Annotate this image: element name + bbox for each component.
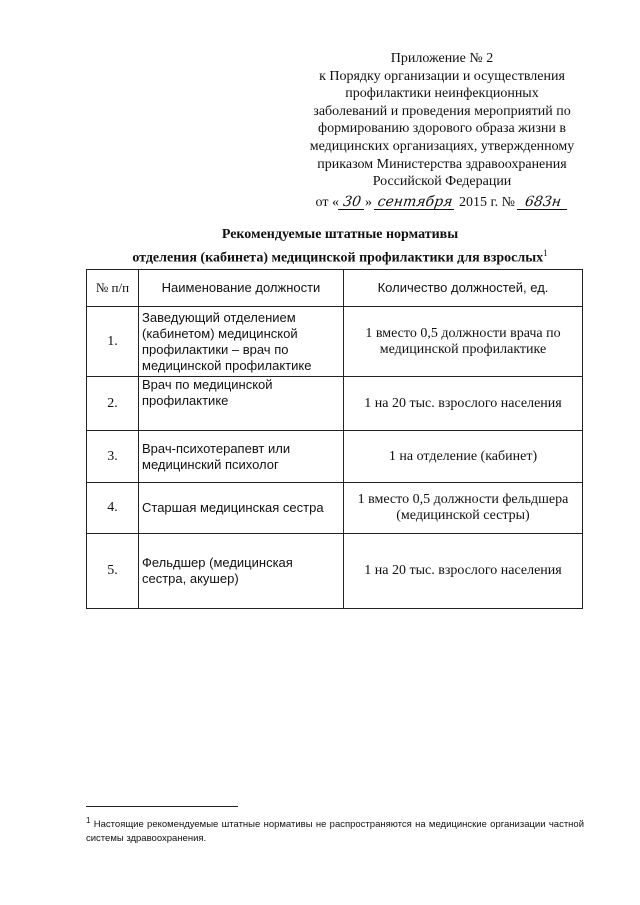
appendix-line: Российской Федерации xyxy=(372,174,512,190)
handwritten-order-number: 683н xyxy=(517,195,569,210)
date-mid: » xyxy=(364,194,372,210)
appendix-line: формированию здорового образа жизни в xyxy=(318,121,566,137)
table-header-row xyxy=(87,270,583,307)
header-position: Наименование должности xyxy=(139,270,344,307)
table-row xyxy=(87,431,583,483)
table-row xyxy=(87,307,583,377)
staffing-table xyxy=(86,269,583,609)
row-position: Старшая медицинская сестра xyxy=(139,483,344,534)
appendix-line: медицинских организациях, утвержденному xyxy=(309,138,575,154)
header-num: № п/п xyxy=(87,270,139,307)
row-quantity: 1 на отделение (кабинет) xyxy=(344,431,583,483)
document-heading xyxy=(60,226,620,268)
handwritten-day: 30 xyxy=(338,195,366,210)
appendix-line: приказом Министерства здравоохранения xyxy=(317,156,567,172)
heading-footnote-mark: 1 xyxy=(543,248,548,258)
row-quantity: 1 на 20 тыс. взрослого населения xyxy=(344,377,583,431)
appendix-line: профилактики неинфекционных xyxy=(345,86,539,102)
row-position: Врач по медицинской профилактике xyxy=(139,377,344,431)
row-quantity: 1 вместо 0,5 должности врача по медицинской профилактике xyxy=(344,307,583,377)
row-quantity: 1 вместо 0,5 должности фельдшера (медицинской сестры) xyxy=(344,483,583,534)
row-position: Заведующий отделением (кабинетом) медицинской профилактики – врач по медицинской профилактике xyxy=(139,307,344,377)
row-num: 3. xyxy=(87,431,139,483)
header-quantity: Количество должностей, ед. xyxy=(344,270,583,307)
date-prefix: от « xyxy=(315,194,339,210)
footnote-mark: 1 xyxy=(86,816,91,825)
row-num: 1. xyxy=(87,307,139,377)
handwritten-month: сентября xyxy=(374,195,456,210)
row-position: Фельдшер (медицинская сестра, акушер) xyxy=(139,534,344,609)
row-num: 2. xyxy=(87,377,139,431)
appendix-line: к Порядку организации и осуществления xyxy=(319,68,565,84)
row-position: Врач-психотерапевт или медицинский психолог xyxy=(139,431,344,483)
table-row xyxy=(87,377,583,431)
row-num: 5. xyxy=(87,534,139,609)
date-year: 2015 г. № xyxy=(458,194,515,210)
heading-line-2 xyxy=(60,244,620,268)
table-row xyxy=(87,483,583,534)
heading-line-2-text: отделения (кабинета) медицинской профилактики для взрослых xyxy=(132,250,544,266)
heading-line-1: Рекомендуемые штатные нормативы xyxy=(221,227,459,242)
row-num: 4. xyxy=(87,483,139,534)
appendix-header xyxy=(282,50,602,211)
footnote xyxy=(86,814,584,846)
footnote-text: Настоящие рекомендуемые штатные нормативы не распространяются на медицинские организации частной системы здравоохранения. xyxy=(86,819,585,845)
row-quantity: 1 на 20 тыс. взрослого населения xyxy=(344,534,583,609)
appendix-title: Приложение № 2 xyxy=(390,51,494,66)
table-row xyxy=(87,534,583,609)
order-date-line xyxy=(282,194,602,212)
footnote-divider xyxy=(86,806,238,807)
appendix-line: заболеваний и проведения мероприятий по xyxy=(313,103,571,119)
